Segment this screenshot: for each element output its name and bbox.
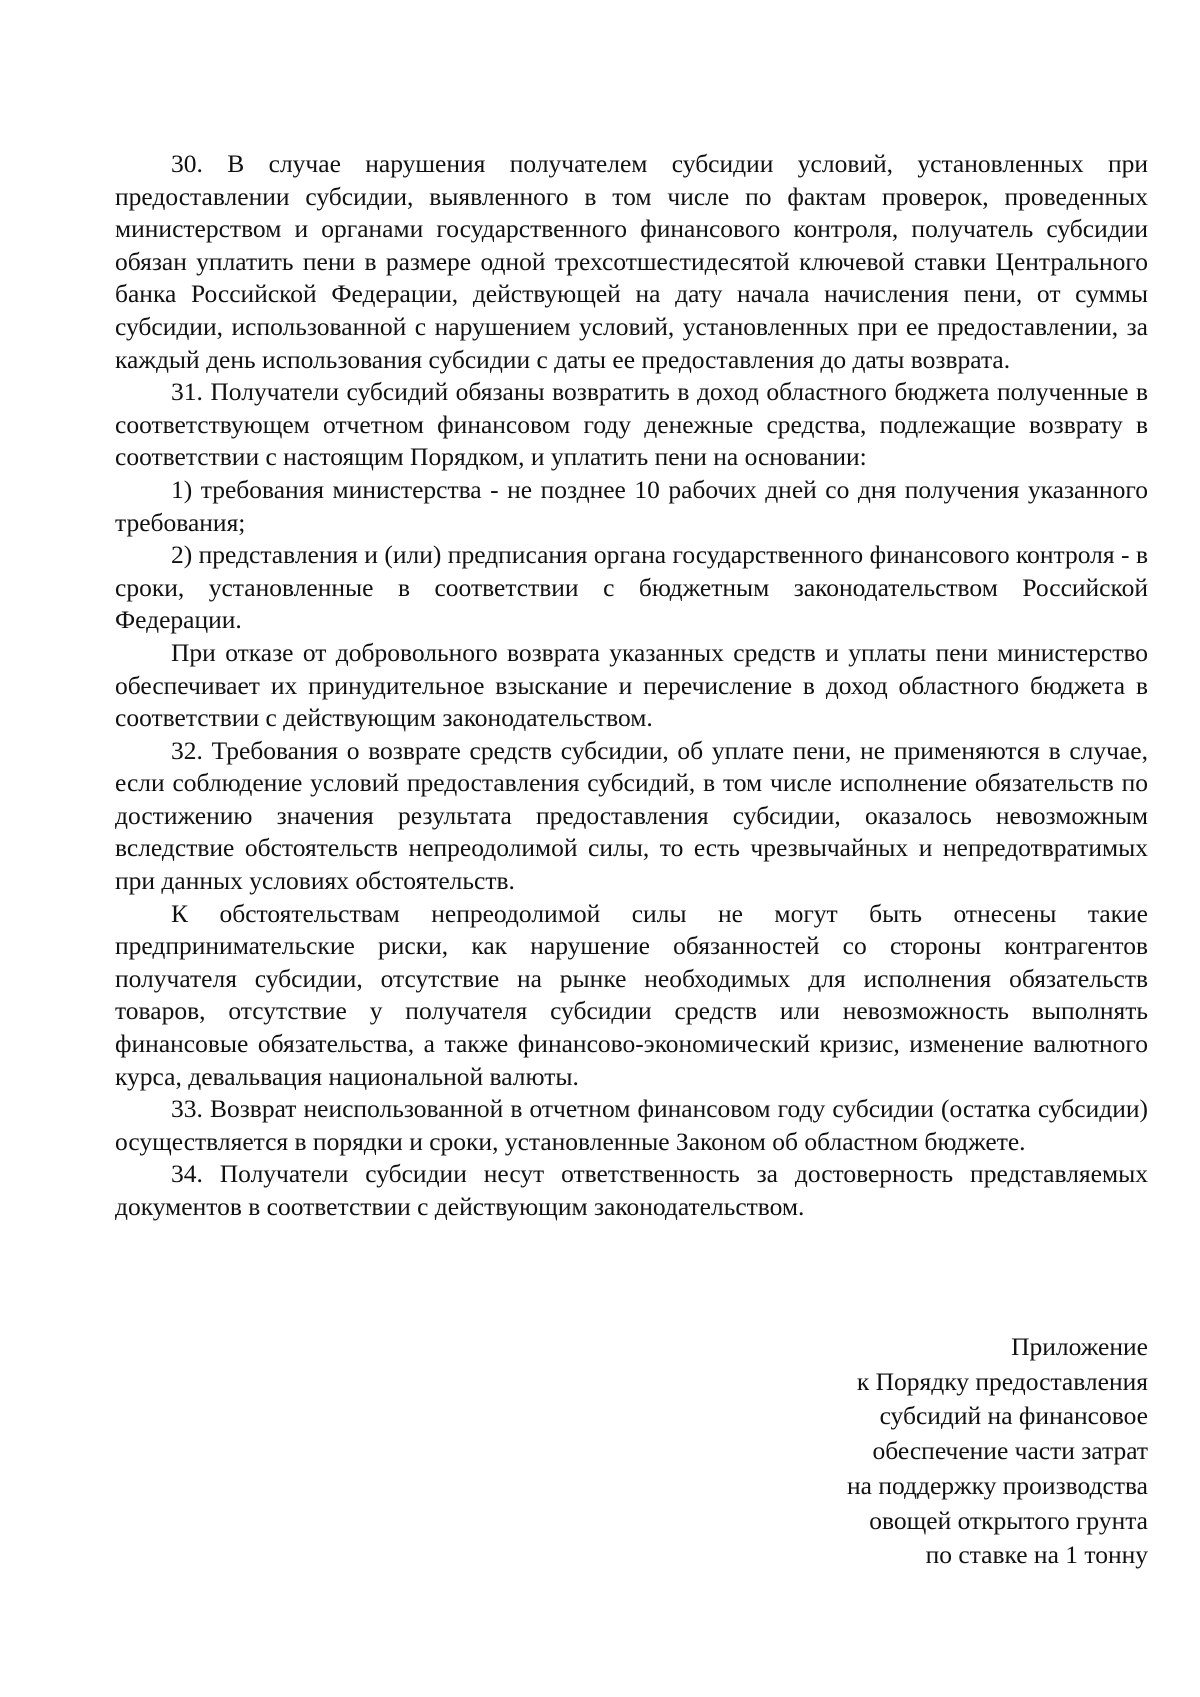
paragraph-31-refusal: При отказе от добровольного возврата указанных средств и уплаты пени министерство обеспечивает их принудительное взыскание и перечисление в доход областного бюджета в соответствии с действующим законодательством. — [115, 637, 1148, 733]
appendix-line: овощей открытого грунта — [869, 1505, 1148, 1535]
paragraph-30: 30. В случае нарушения получателем субсидии условий, установленных при предоставлении субсидии, выявленного в том числе по фактам проверок, проведенных министерством и органами государственного финансового контроля, получатель субсидии обязан уплатить пени в размере одной трехсотшестидесятой ключевой ставки Центрального банка Российской Федерации, действующей на дату начала начисления пени, от суммы субсидии, использованной с нарушением условий, установленных при ее предоставлении, за каждый день использования субсидии с даты ее предоставления до даты возврата. — [115, 149, 1148, 374]
appendix-line: на поддержку производства — [847, 1470, 1148, 1500]
paragraph-33: 33. Возврат неиспользованной в отчетном финансовом году субсидии (остатка субсидии) осуществляется в порядки и сроки, установленные Законом об областном бюджете. — [115, 1094, 1148, 1156]
document-body — [115, 148, 1148, 1224]
appendix-line: обеспечение части затрат — [872, 1436, 1148, 1466]
paragraph-31-item-1: 1) требования министерства - не позднее 10 рабочих дней со дня получения указанного требования; — [115, 474, 1148, 537]
paragraph-31-item-2: 2) представления и (или) предписания органа государственного финансового контроля - в сроки, установленные в соответствии с бюджетным законодательством Российской Федерации. — [115, 540, 1148, 635]
paragraph-31: 31. Получатели субсидий обязаны возвратить в доход областного бюджета полученные в соответствующем отчетном финансовом году денежные средства, подлежащие возврату в соответствии с настоящим Порядком, и уплатить пени на основании: — [115, 377, 1148, 472]
appendix-line: к Порядку предоставления — [856, 1366, 1148, 1396]
appendix-title: Приложение — [1011, 1332, 1148, 1361]
appendix-line: по ставке на 1 тонну — [925, 1540, 1148, 1570]
paragraph-32: 32. Требования о возврате средств субсидии, об уплате пени, не применяются в случае, если соблюдение условий предоставления субсидий, в том числе исполнение обязательств по достижению значения результата предоставления субсидии, оказалось невозможным вследствие обстоятельств непреодолимой силы, то есть чрезвычайных и непредотвратимых при данных условиях обстоятельств. — [115, 735, 1148, 896]
appendix-heading — [728, 1330, 1148, 1573]
paragraph-32-force-majeure: К обстоятельствам непреодолимой силы не могут быть отнесены такие предпринимательские риски, как нарушение обязанностей со стороны контрагентов получателя субсидии, отсутствие на рынке необходимых для исполнения обязательств товаров, отсутствие у получателя субсидии средств или невозможность выполнять финансовые обязательства, а также финансово-экономический кризис, изменение валютного курса, девальвация национальной валюты. — [115, 898, 1148, 1091]
appendix-line: субсидий на финансовое — [879, 1401, 1148, 1431]
paragraph-34: 34. Получатели субсидии несут ответственность за достоверность представляемых документов в соответствии с действующим законодательством. — [115, 1159, 1148, 1221]
